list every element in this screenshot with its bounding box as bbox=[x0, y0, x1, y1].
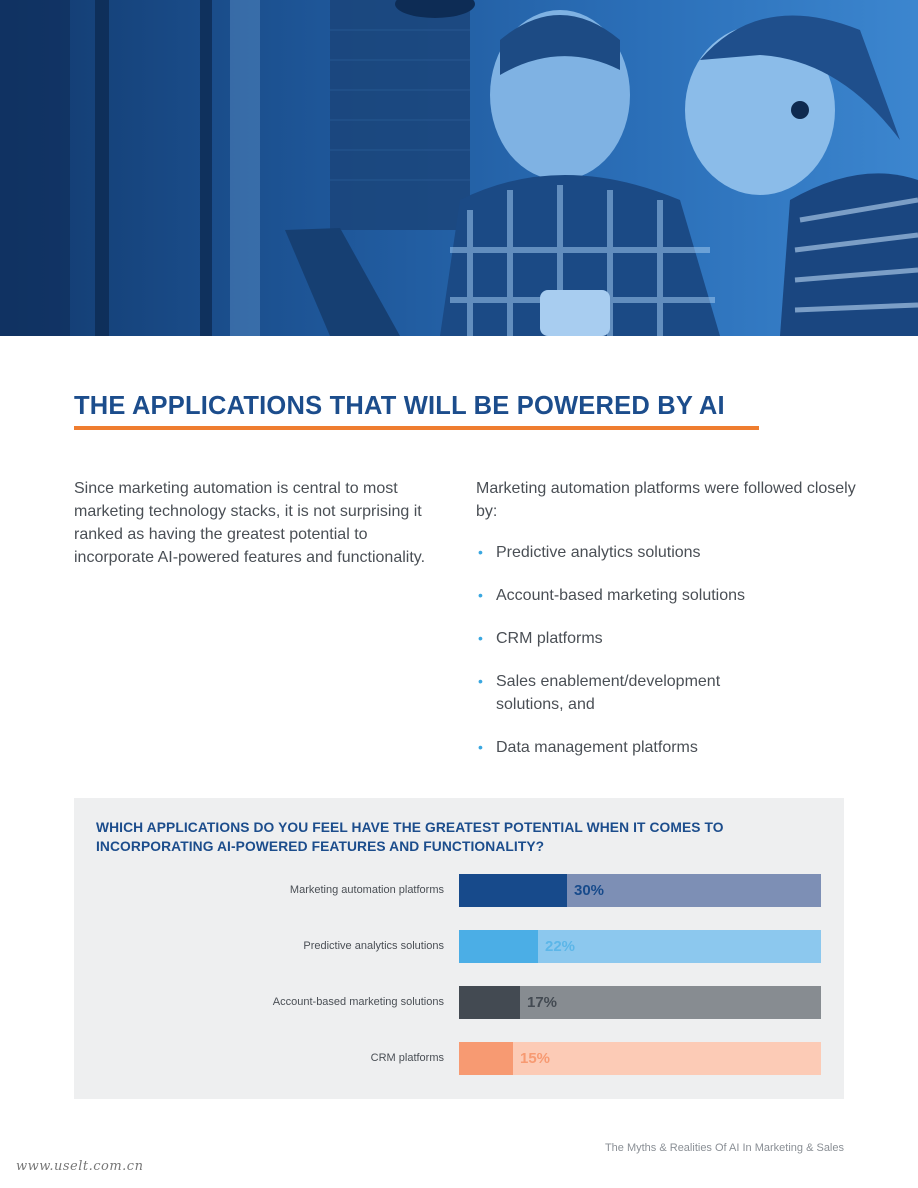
bullet-dot-icon: • bbox=[478, 544, 483, 560]
bar-value-label: 15% bbox=[520, 1050, 551, 1067]
bar-track bbox=[459, 1042, 821, 1075]
bullet-list bbox=[476, 541, 836, 779]
footer-text: The Myths & Realities Of AI In Marketing & Sales bbox=[604, 1142, 844, 1154]
bar-category-label: Predictive analytics solutions bbox=[303, 940, 444, 952]
bar-fill bbox=[459, 986, 520, 1019]
bar-track bbox=[459, 930, 821, 963]
section-heading-wrap bbox=[74, 392, 725, 421]
chart-panel bbox=[74, 798, 844, 1099]
heading-underline bbox=[74, 426, 759, 430]
bar-fill bbox=[459, 930, 538, 963]
hero-photo bbox=[0, 0, 918, 336]
bullet-text: Data management platforms bbox=[496, 739, 698, 756]
bullet-text: Predictive analytics solutions bbox=[496, 544, 701, 561]
bullet-dot-icon: • bbox=[478, 673, 483, 689]
bar-category-label: Marketing automation platforms bbox=[289, 884, 444, 896]
bullet-text: Sales enablement/development solutions, and bbox=[496, 673, 721, 713]
bar-value-label: 22% bbox=[545, 938, 576, 955]
bullet-item bbox=[476, 584, 836, 607]
bullet-dot-icon: • bbox=[478, 739, 483, 755]
bullet-item bbox=[476, 541, 836, 564]
bar-track bbox=[459, 874, 821, 907]
bar-value-label: 30% bbox=[574, 882, 605, 899]
bullet-dot-icon: • bbox=[478, 630, 483, 646]
bar-fill bbox=[459, 874, 567, 907]
intro-paragraph: Since marketing automation is central to most marketing technology stacks, it is not surprising it ranked as having the greatest potential to incorporate AI-powered features and functionality. bbox=[74, 480, 426, 566]
bullet-dot-icon: • bbox=[478, 587, 483, 603]
bullet-item bbox=[476, 670, 766, 716]
bullet-text: CRM platforms bbox=[496, 630, 603, 647]
section-heading: THE APPLICATIONS THAT WILL BE POWERED BY AI bbox=[74, 392, 725, 420]
bullet-text: Account-based marketing solutions bbox=[496, 587, 746, 604]
chart-question: WHICH APPLICATIONS DO YOU FEEL HAVE THE GREATEST POTENTIAL WHEN IT COMES TO INCORPORATING AI-POWERED FEATURES AND FUNCTIONALITY? bbox=[96, 820, 724, 854]
bullet-item bbox=[476, 627, 836, 650]
hero-illustration bbox=[0, 0, 918, 336]
followed-by-paragraph: Marketing automation platforms were followed closely by: bbox=[476, 480, 856, 520]
bar-fill bbox=[459, 1042, 513, 1075]
bar-value-label: 17% bbox=[527, 994, 558, 1011]
bar-category-label: CRM platforms bbox=[370, 1052, 444, 1064]
watermark: www.uselt.com.cn bbox=[16, 1159, 144, 1174]
bullet-item bbox=[476, 736, 836, 759]
bar-track bbox=[459, 986, 821, 1019]
bar-category-label: Account-based marketing solutions bbox=[272, 996, 444, 1008]
